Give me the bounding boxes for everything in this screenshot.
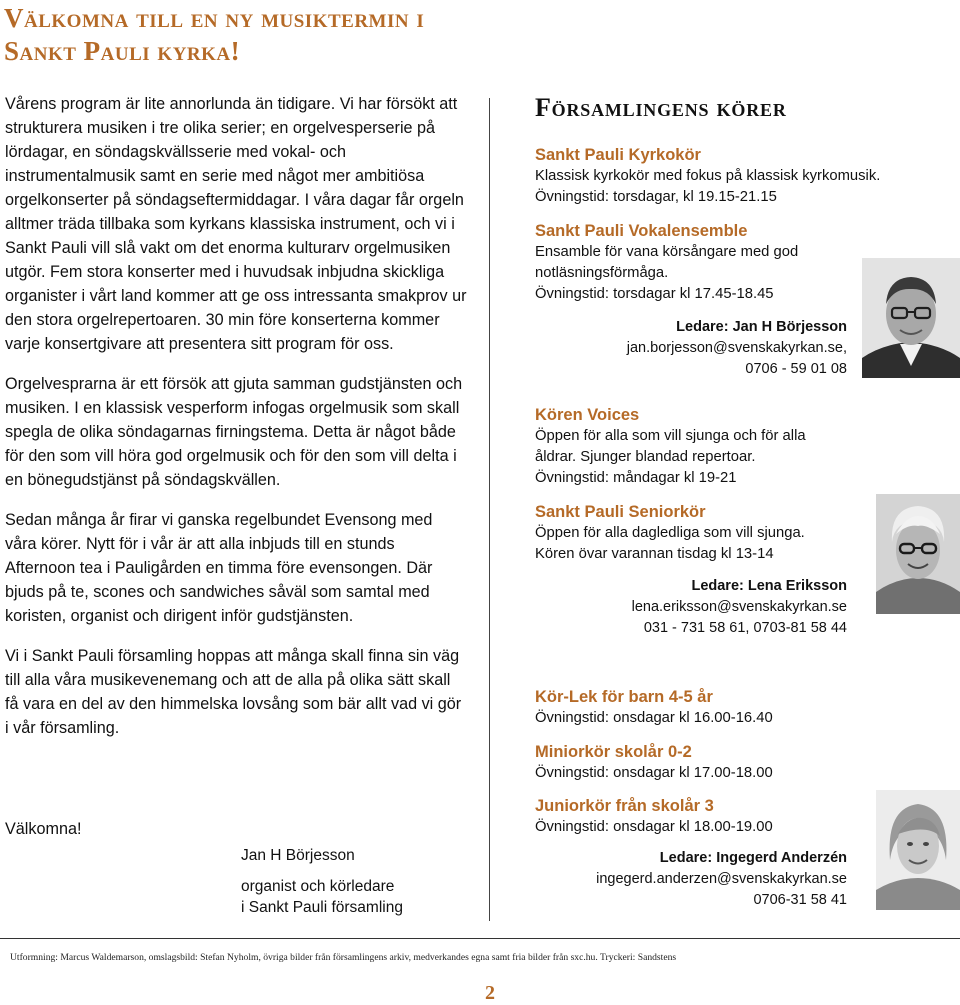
leader-photo-jan xyxy=(862,258,960,378)
leader-email: jan.borjesson@svenskakyrkan.se, xyxy=(626,340,847,356)
leader-contact xyxy=(520,317,847,380)
footer-divider xyxy=(0,938,960,939)
leader-photo-lena xyxy=(876,494,960,614)
portrait-icon xyxy=(876,494,960,614)
leader-contact xyxy=(520,848,847,911)
choir-description: Öppen för alla som vill sjunga och för alla xyxy=(535,428,806,444)
leader-phone: 0706 - 59 01 08 xyxy=(745,361,847,377)
intro-paragraph: Vårens program är lite annorlunda än tidigare. Vi har försökt att strukturera musiken i tre olika serier; en orgelvesperserie på lördagar, en söndagskvällsserie med vokal- och instrumentalmusik samt en serie med något mer ambitiösa orgelkonserter på söndagseftermiddagar. I våra dagar får orgeln alltmer träda tillbaka som kyrkans klassiska instrument, och vi i Sankt Pauli vill slå vakt om det enorma kulturarv orgelmusiken utgör. Fem stora konserter med i huvudsak inbjudna skickliga organister i vårt land kommer att ge oss intressanta smakprov ur den stora orgelrepertoaren. 30 min före konserterna kommer varje konsertgivare att presentera sitt program för oss. xyxy=(5,95,467,353)
intro-paragraph: Orgelvesprarna är ett försök att gjuta samman gudstjänsten och musiken. I en klassisk vesperform infogas orgelmusik som skall spegla de olika söndagarnas firningstema. Detta är något både för den som vill höra god orgelmusik och för den som vill delta i en bönegudstjänst på söndagskvällen. xyxy=(5,375,463,489)
choir-schedule: Övningstid: onsdagar kl 16.00-16.40 xyxy=(535,710,773,726)
signature xyxy=(241,845,403,918)
leader-email: lena.eriksson@svenskakyrkan.se xyxy=(631,599,847,615)
leader-phone: 0706-31 58 41 xyxy=(753,892,847,908)
choir-name: Juniorkör från skolår 3 xyxy=(535,797,714,815)
choir-schedule: Övningstid: måndagar kl 19-21 xyxy=(535,470,737,486)
choir-schedule: Övningstid: torsdagar, kl 19.15-21.15 xyxy=(535,189,777,205)
choir-description: Ensamble för vana körsångare med god xyxy=(535,244,799,260)
choir-juniorkor xyxy=(535,795,875,838)
column-divider xyxy=(489,98,490,921)
portrait-icon xyxy=(862,258,960,378)
signature-role: organist och körledare xyxy=(241,878,395,895)
signature-role: i Sankt Pauli församling xyxy=(241,899,403,916)
choir-korlek xyxy=(535,686,875,729)
choir-schedule: Övningstid: onsdagar kl 17.00-18.00 xyxy=(535,765,773,781)
intro-column xyxy=(5,92,467,756)
leader-name: Ledare: Lena Eriksson xyxy=(691,578,847,594)
choir-name: Kör-Lek för barn 4-5 år xyxy=(535,688,713,706)
choir-kyrkokor xyxy=(535,144,955,208)
leader-name: Ledare: Jan H Börjesson xyxy=(676,319,847,335)
choir-description: åldrar. Sjunger blandad repertoar. xyxy=(535,449,756,465)
choir-description: Klassisk kyrkokör med fokus på klassisk kyrkomusik. xyxy=(535,168,881,184)
portrait-icon xyxy=(876,790,960,910)
leader-phone: 031 - 731 58 61, 0703-81 58 44 xyxy=(643,620,847,636)
choir-name: Sankt Pauli Kyrkokör xyxy=(535,146,701,164)
intro-paragraph: Sedan många år firar vi ganska regelbundet Evensong med våra körer. Nytt för i vår är att alla inbjuds till en stunds Afternoon tea i Pauligården en timma före evensongen. Där bjuds på te, scones och sandwiches såväl som samtal med koristen, organist och dirigent inför gudstjänsten. xyxy=(5,511,433,625)
choirs-heading: Församlingens körer xyxy=(535,93,787,122)
choir-seniorkor xyxy=(535,501,875,565)
choir-miniorkor xyxy=(535,741,875,784)
choir-name: Miniorkör skolår 0-2 xyxy=(535,743,692,761)
choir-schedule: Övningstid: torsdagar kl 17.45-18.45 xyxy=(535,286,774,302)
choir-schedule: Övningstid: onsdagar kl 18.00-19.00 xyxy=(535,819,773,835)
leader-name: Ledare: Ingegerd Anderzén xyxy=(659,850,847,866)
signature-name: Jan H Börjesson xyxy=(241,847,355,864)
page-number: 2 xyxy=(485,982,495,1004)
choir-schedule: Kören övar varannan tisdag kl 13-14 xyxy=(535,546,774,562)
choir-name: Sankt Pauli Seniorkör xyxy=(535,503,706,521)
choir-name: Kören Voices xyxy=(535,406,640,424)
choir-voices xyxy=(535,404,955,489)
footer-credits: Utformning: Marcus Waldemarson, omslagsbild: Stefan Nyholm, övriga bilder från församlingens arkiv, medverkandes egna samt fria bilder från sxc.hu. Tryckeri: Sandstens xyxy=(10,952,677,963)
leader-email: ingegerd.anderzen@svenskakyrkan.se xyxy=(596,871,847,887)
page-title: Välkomna till en ny musiktermin i Sankt Pauli kyrka! xyxy=(4,3,425,66)
leader-contact xyxy=(520,576,847,639)
leader-photo-ingegerd xyxy=(876,790,960,910)
choir-name: Sankt Pauli Vokalensemble xyxy=(535,222,748,240)
choir-description: notläsningsförmåga. xyxy=(535,265,669,281)
greeting: Välkomna! xyxy=(5,820,82,838)
intro-paragraph: Vi i Sankt Pauli församling hoppas att många skall finna sin väg till alla våra musikevenemang och att de alla på olika sätt skall få vara en del av den himmelska lovsång som bär allt vad vi gör i vår församling. xyxy=(5,647,462,737)
choir-description: Öppen för alla dagledliga som vill sjunga. xyxy=(535,525,805,541)
